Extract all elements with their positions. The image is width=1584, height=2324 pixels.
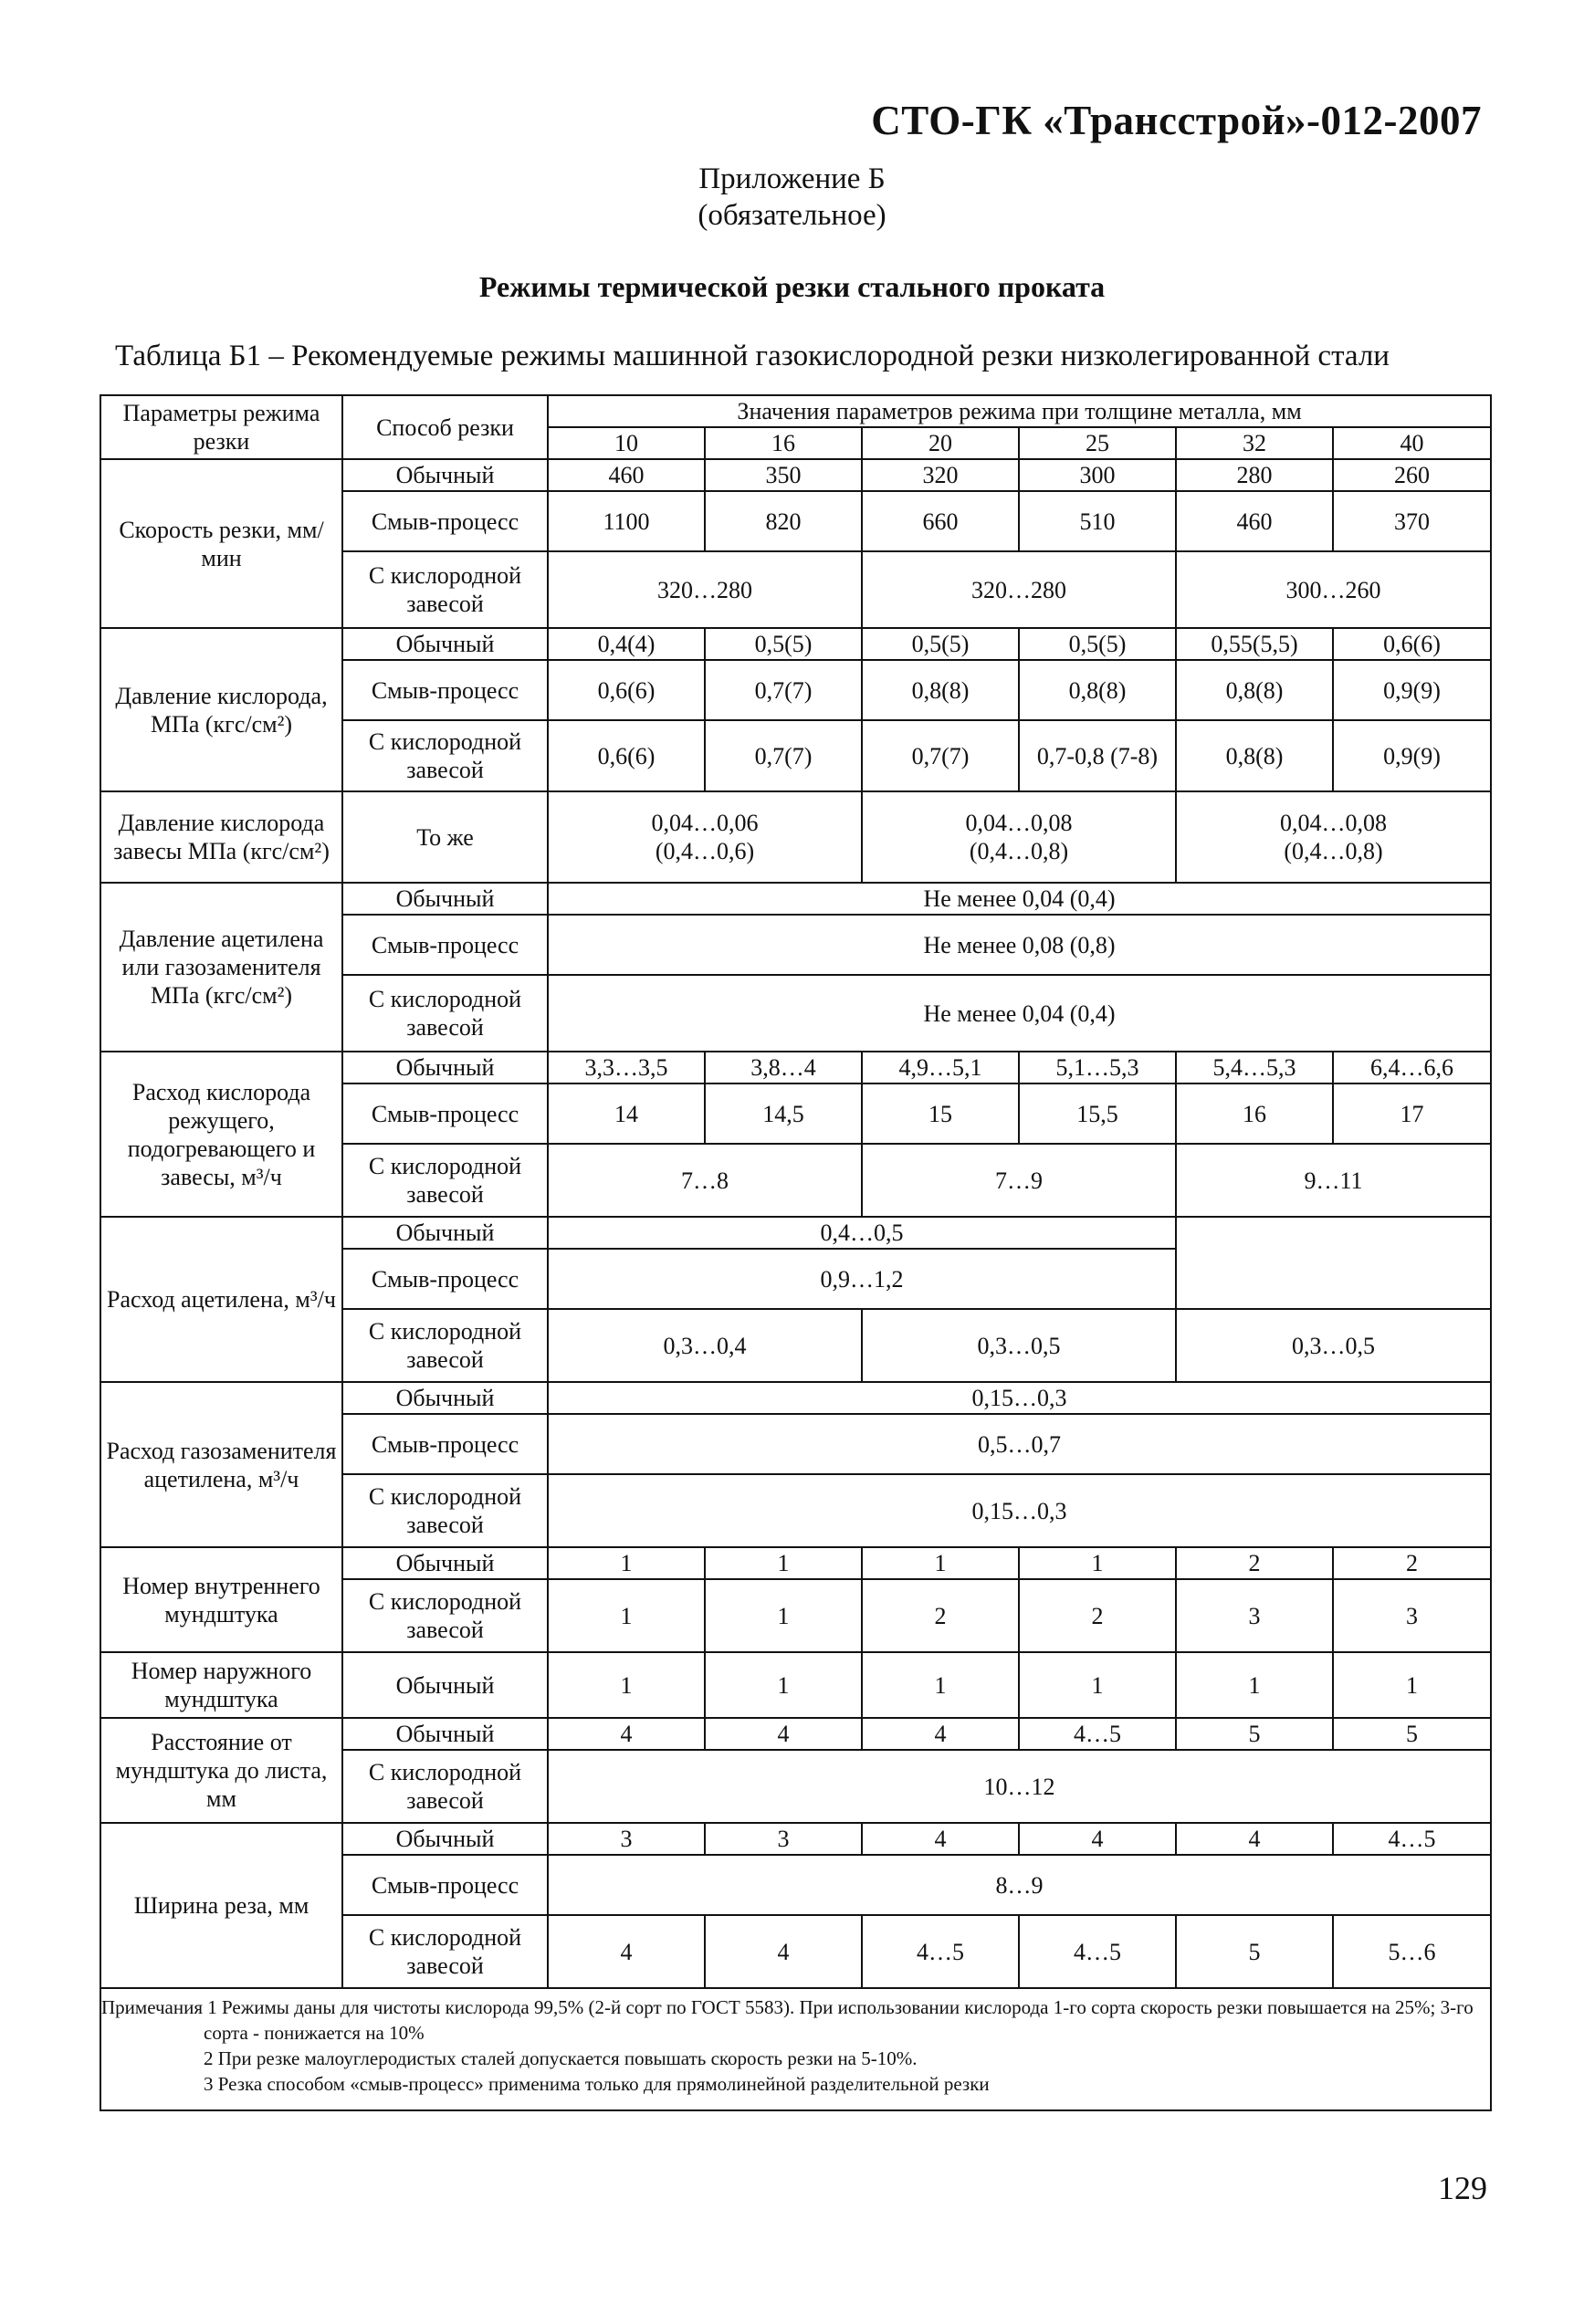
value-cell: 4 bbox=[1176, 1823, 1333, 1855]
value-cell: 4 bbox=[1019, 1823, 1176, 1855]
table-caption: Таблица Б1 – Рекомендуемые режимы машинной газокислородной резки низколегированной стали bbox=[115, 340, 1390, 372]
thickness-cell: 25 bbox=[1019, 427, 1176, 459]
value-cell: 0,8(8) bbox=[1176, 720, 1333, 791]
method-cell: С кислородной завесой bbox=[342, 1915, 548, 1988]
value-cell: 5…6 bbox=[1333, 1915, 1491, 1988]
value-cell: 300 bbox=[1019, 459, 1176, 491]
param-acetylene-flow: Расход ацетилена, м³/ч bbox=[100, 1217, 342, 1382]
value-cell: 1 bbox=[1333, 1652, 1491, 1718]
method-cell: С кислородной завесой bbox=[342, 1144, 548, 1217]
value-cell: 0,7(7) bbox=[862, 720, 1019, 791]
value-cell: 4…5 bbox=[862, 1915, 1019, 1988]
value-cell: 0,3…0,5 bbox=[1176, 1309, 1491, 1382]
value-cell: 5,1…5,3 bbox=[1019, 1052, 1176, 1083]
value-cell: 10…12 bbox=[548, 1750, 1491, 1823]
param-inner-nozzle: Номер внутреннего мундштука bbox=[100, 1547, 342, 1652]
value-cell: 1 bbox=[862, 1547, 1019, 1579]
value-cell: 0,9(9) bbox=[1333, 660, 1491, 720]
value-cell: Не менее 0,04 (0,4) bbox=[548, 975, 1491, 1052]
value-cell: 5 bbox=[1176, 1915, 1333, 1988]
method-cell: Обычный bbox=[342, 1823, 548, 1855]
value-cell: 17 bbox=[1333, 1083, 1491, 1144]
section-title: Режимы термической резки стального проката bbox=[478, 270, 1106, 303]
table-notes bbox=[100, 1988, 1491, 2110]
param-acetylene-pressure: Давление ацетилена или газозаменителя МПа (кгс/см²) bbox=[100, 883, 342, 1052]
value-cell: 320 bbox=[862, 459, 1019, 491]
value-cell: 0,5(5) bbox=[862, 628, 1019, 660]
value-cell: 460 bbox=[548, 459, 705, 491]
value-cell: 0,6(6) bbox=[548, 660, 705, 720]
value-cell: 4,9…5,1 bbox=[862, 1052, 1019, 1083]
value-cell bbox=[862, 791, 1176, 883]
value-cell: 0,6(6) bbox=[1333, 628, 1491, 660]
value-cell: 0,7(7) bbox=[705, 660, 862, 720]
method-cell: То же bbox=[342, 791, 548, 883]
value-cell: 3 bbox=[548, 1823, 705, 1855]
value-cell: 4 bbox=[862, 1823, 1019, 1855]
value-cell: 14 bbox=[548, 1083, 705, 1144]
value-cell bbox=[1176, 791, 1491, 883]
param-oxygen-flow: Расход кислорода режущего, подогревающего и завесы, м³/ч bbox=[100, 1052, 342, 1217]
method-cell: Смыв-процесс bbox=[342, 1083, 548, 1144]
value-cell: 3 bbox=[1176, 1579, 1333, 1652]
value-cell: 1 bbox=[548, 1579, 705, 1652]
thickness-cell: 16 bbox=[705, 427, 862, 459]
value-cell: 4…5 bbox=[1019, 1915, 1176, 1988]
value-cell: Не менее 0,08 (0,8) bbox=[548, 915, 1491, 975]
value-line: 0,04…0,06 bbox=[651, 810, 759, 836]
header-values: Значения параметров режима при толщине металла, мм bbox=[548, 395, 1491, 427]
value-cell: 5 bbox=[1333, 1718, 1491, 1750]
value-cell: 370 bbox=[1333, 491, 1491, 551]
value-line: (0,4…0,8) bbox=[1284, 838, 1383, 864]
value-cell: 1 bbox=[1019, 1547, 1176, 1579]
method-cell: Обычный bbox=[342, 628, 548, 660]
method-cell: Обычный bbox=[342, 459, 548, 491]
value-cell: 0,8(8) bbox=[1176, 660, 1333, 720]
method-cell: С кислородной завесой bbox=[342, 1579, 548, 1652]
method-cell: Смыв-процесс bbox=[342, 915, 548, 975]
method-cell: С кислородной завесой bbox=[342, 1750, 548, 1823]
method-cell: Обычный bbox=[342, 1382, 548, 1414]
value-cell: 1 bbox=[705, 1547, 862, 1579]
value-cell: 16 bbox=[1176, 1083, 1333, 1144]
value-cell: 5 bbox=[1176, 1718, 1333, 1750]
value-cell: 15 bbox=[862, 1083, 1019, 1144]
value-cell: 0,6(6) bbox=[548, 720, 705, 791]
value-cell: 1100 bbox=[548, 491, 705, 551]
method-cell: Обычный bbox=[342, 1217, 548, 1249]
value-cell: 1 bbox=[862, 1652, 1019, 1718]
value-line: 0,04…0,08 bbox=[1280, 810, 1388, 836]
value-cell: 5,4…5,3 bbox=[1176, 1052, 1333, 1083]
value-cell: 0,5…0,7 bbox=[548, 1414, 1491, 1474]
value-cell: 0,5(5) bbox=[705, 628, 862, 660]
thickness-cell: 10 bbox=[548, 427, 705, 459]
header-param: Параметры режима резки bbox=[100, 395, 342, 459]
note-1: Примечания 1 Режимы даны для чистоты кислорода 99,5% (2-й сорт по ГОСТ 5583). При использовании кислорода 1-го сорта скорость резки повышается на 25%; 3-го сорта - понижается на 10% bbox=[101, 1996, 1474, 2044]
method-cell: Смыв-процесс bbox=[342, 660, 548, 720]
value-cell: 300…260 bbox=[1176, 551, 1491, 628]
document-code: СТО-ГК «Трансстрой»-012-2007 bbox=[871, 98, 1482, 143]
value-cell: 8…9 bbox=[548, 1855, 1491, 1915]
value-cell: 14,5 bbox=[705, 1083, 862, 1144]
header-method: Способ резки bbox=[342, 395, 548, 459]
value-cell: 320…280 bbox=[862, 551, 1176, 628]
method-cell: С кислородной завесой bbox=[342, 975, 548, 1052]
value-cell: 510 bbox=[1019, 491, 1176, 551]
param-oxygen-pressure: Давление кислорода, МПа (кгс/см²) bbox=[100, 628, 342, 791]
value-cell: 0,9(9) bbox=[1333, 720, 1491, 791]
param-outer-nozzle: Номер наружного мундштука bbox=[100, 1652, 342, 1718]
value-cell: 4…5 bbox=[1019, 1718, 1176, 1750]
value-cell: 1 bbox=[705, 1579, 862, 1652]
value-line: 0,04…0,08 bbox=[965, 810, 1073, 836]
value-cell bbox=[548, 791, 862, 883]
value-cell: 0,8(8) bbox=[862, 660, 1019, 720]
param-curtain-pressure: Давление кислорода завесы МПа (кгс/см²) bbox=[100, 791, 342, 883]
param-distance: Расстояние от мундштука до листа, мм bbox=[100, 1718, 342, 1823]
value-cell: 320…280 bbox=[548, 551, 862, 628]
param-speed: Скорость резки, мм/мин bbox=[100, 459, 342, 628]
value-cell: 3,3…3,5 bbox=[548, 1052, 705, 1083]
value-cell: 0,5(5) bbox=[1019, 628, 1176, 660]
value-cell: 3 bbox=[1333, 1579, 1491, 1652]
method-cell: С кислородной завесой bbox=[342, 551, 548, 628]
appendix-heading bbox=[0, 161, 1584, 234]
value-cell: 1 bbox=[548, 1652, 705, 1718]
value-cell: 4 bbox=[548, 1915, 705, 1988]
value-cell: 2 bbox=[1176, 1547, 1333, 1579]
value-cell: 4 bbox=[548, 1718, 705, 1750]
value-cell: 4 bbox=[705, 1718, 862, 1750]
value-cell: 0,15…0,3 bbox=[548, 1382, 1491, 1414]
method-cell: С кислородной завесой bbox=[342, 720, 548, 791]
value-cell: 0,9…1,2 bbox=[548, 1249, 1176, 1309]
value-cell: 7…8 bbox=[548, 1144, 862, 1217]
value-cell: 0,4(4) bbox=[548, 628, 705, 660]
value-cell: 2 bbox=[862, 1579, 1019, 1652]
note-2: 2 При резке малоуглеродистых сталей допускается повышать скорость резки на 5-10%. bbox=[204, 2047, 918, 2069]
value-cell: 15,5 bbox=[1019, 1083, 1176, 1144]
value-line: (0,4…0,6) bbox=[655, 838, 755, 864]
value-cell: 2 bbox=[1019, 1579, 1176, 1652]
method-cell: Смыв-процесс bbox=[342, 1855, 548, 1915]
value-cell: 9…11 bbox=[1176, 1144, 1491, 1217]
value-line: (0,4…0,8) bbox=[969, 838, 1069, 864]
value-cell: 0,3…0,5 bbox=[862, 1309, 1176, 1382]
param-kerf-width: Ширина реза, мм bbox=[100, 1823, 342, 1988]
appendix-status: (обязательное) bbox=[698, 199, 886, 232]
value-cell: 4 bbox=[862, 1718, 1019, 1750]
value-cell: 0,3…0,4 bbox=[548, 1309, 862, 1382]
value-cell: 280 bbox=[1176, 459, 1333, 491]
thickness-cell: 40 bbox=[1333, 427, 1491, 459]
note-3: 3 Резка способом «смыв-процесс» применима только для прямолинейной разделительной резки bbox=[204, 2073, 990, 2095]
method-cell: Обычный bbox=[342, 883, 548, 915]
value-cell: 1 bbox=[548, 1547, 705, 1579]
value-cell: 7…9 bbox=[862, 1144, 1176, 1217]
method-cell: Смыв-процесс bbox=[342, 1249, 548, 1309]
value-cell: 0,4…0,5 bbox=[548, 1217, 1176, 1249]
method-cell: С кислородной завесой bbox=[342, 1474, 548, 1547]
method-cell: Смыв-процесс bbox=[342, 1414, 548, 1474]
method-cell: Обычный bbox=[342, 1547, 548, 1579]
value-cell: 4 bbox=[705, 1915, 862, 1988]
value-cell: 6,4…6,6 bbox=[1333, 1052, 1491, 1083]
value-cell: 4…5 bbox=[1333, 1823, 1491, 1855]
value-cell: 350 bbox=[705, 459, 862, 491]
value-cell: 0,7(7) bbox=[705, 720, 862, 791]
empty-cell bbox=[1176, 1217, 1491, 1309]
method-cell: С кислородной завесой bbox=[342, 1309, 548, 1382]
value-cell: 820 bbox=[705, 491, 862, 551]
value-cell: 0,8(8) bbox=[1019, 660, 1176, 720]
appendix-label: Приложение Б bbox=[698, 162, 886, 195]
value-cell: 0,7-0,8 (7-8) bbox=[1019, 720, 1176, 791]
value-cell: 1 bbox=[1176, 1652, 1333, 1718]
method-cell: Обычный bbox=[342, 1052, 548, 1083]
value-cell: 2 bbox=[1333, 1547, 1491, 1579]
thickness-cell: 32 bbox=[1176, 427, 1333, 459]
thickness-cell: 20 bbox=[862, 427, 1019, 459]
value-cell: 1 bbox=[705, 1652, 862, 1718]
param-substitute-flow: Расход газозаменителя ацетилена, м³/ч bbox=[100, 1382, 342, 1547]
value-cell: 3 bbox=[705, 1823, 862, 1855]
value-cell: 1 bbox=[1019, 1652, 1176, 1718]
value-cell: 660 bbox=[862, 491, 1019, 551]
value-cell: 0,55(5,5) bbox=[1176, 628, 1333, 660]
value-cell: 460 bbox=[1176, 491, 1333, 551]
method-cell: Обычный bbox=[342, 1718, 548, 1750]
value-cell: Не менее 0,04 (0,4) bbox=[548, 883, 1491, 915]
method-cell: Обычный bbox=[342, 1652, 548, 1718]
value-cell: 260 bbox=[1333, 459, 1491, 491]
value-cell: 0,15…0,3 bbox=[548, 1474, 1491, 1547]
method-cell: Смыв-процесс bbox=[342, 491, 548, 551]
page-number: 129 bbox=[1438, 2170, 1487, 2206]
cutting-modes-table bbox=[100, 394, 1492, 2111]
value-cell: 3,8…4 bbox=[705, 1052, 862, 1083]
